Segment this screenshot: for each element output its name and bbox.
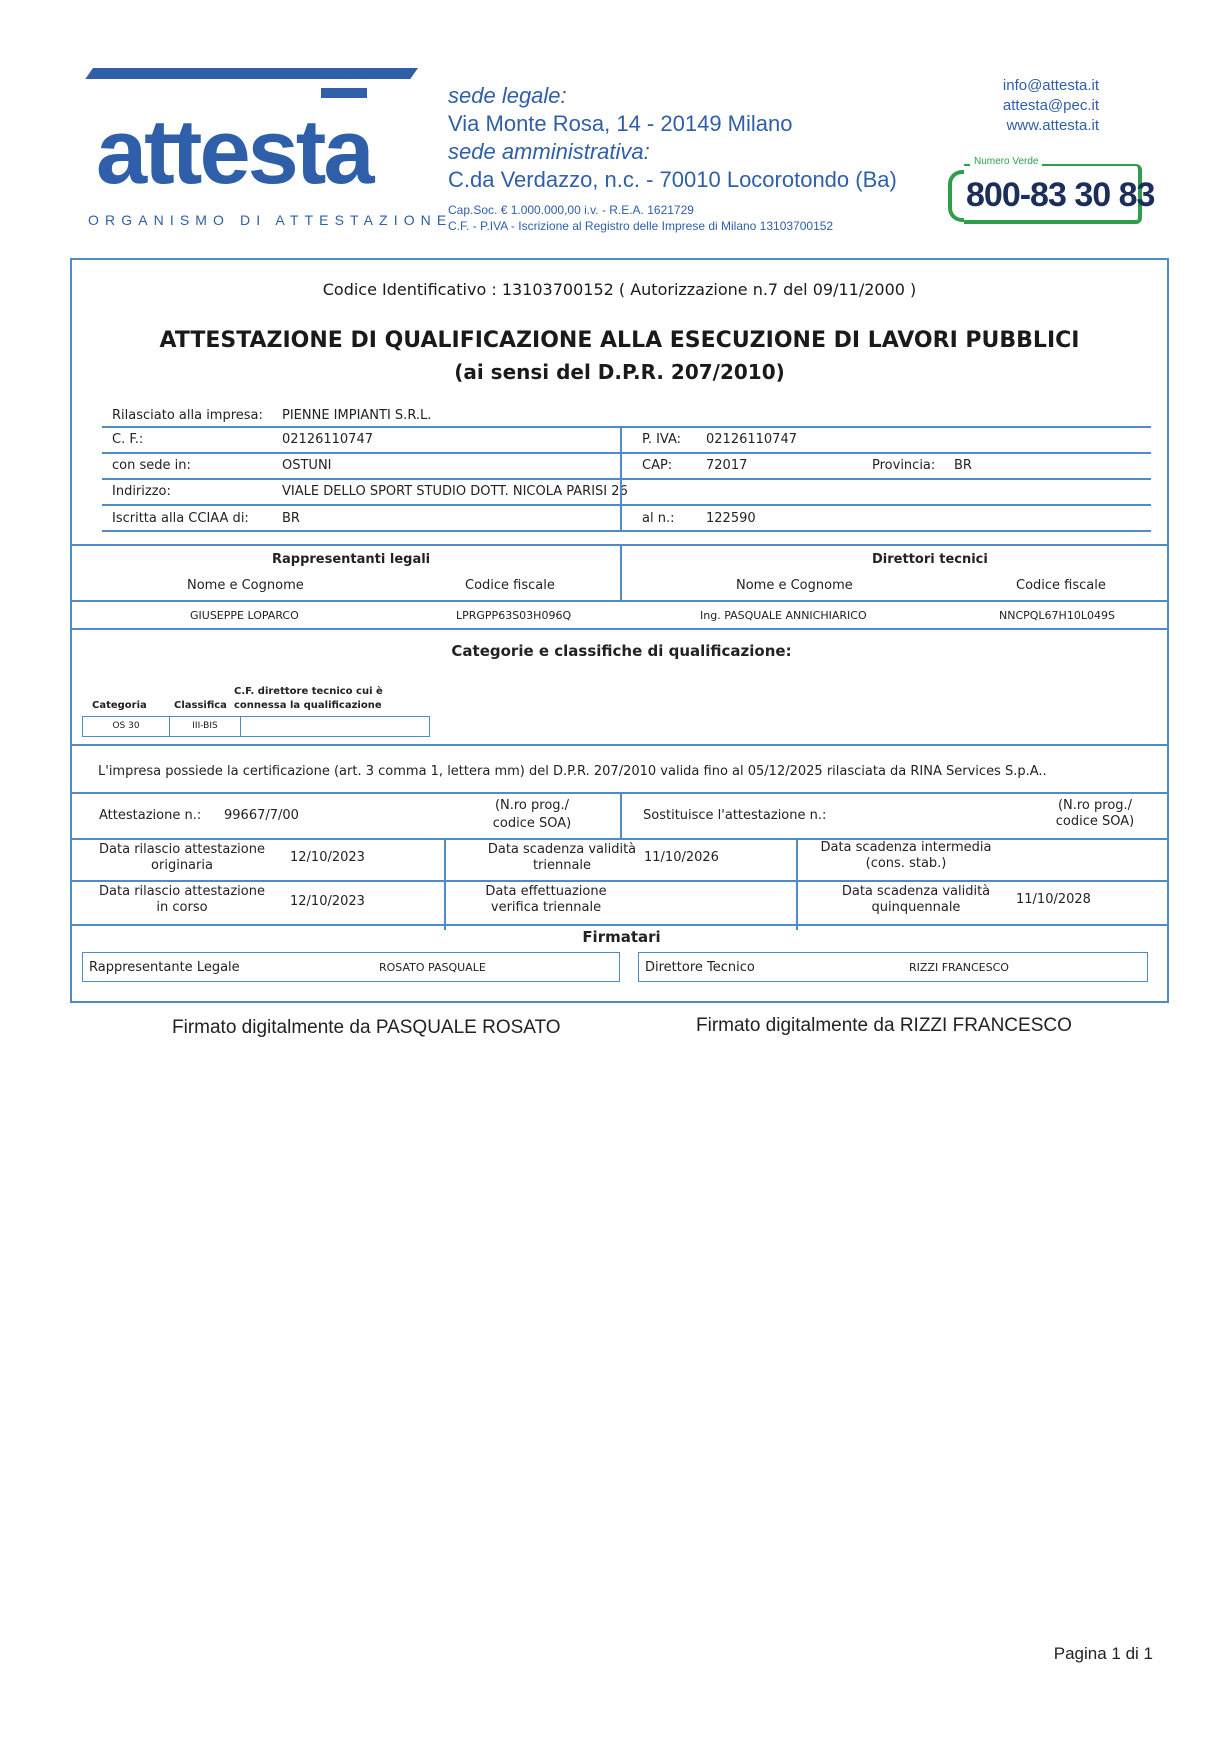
firmatari-heading: Firmatari <box>582 928 661 946</box>
scad-trien-date: 11/10/2026 <box>644 850 719 865</box>
numero-verde-number: 800-83 30 83 <box>966 176 1155 214</box>
document-title: ATTESTAZIONE DI QUALIFICAZIONE ALLA ESECUZIONE DI LAVORI PUBBLICI <box>159 328 1080 353</box>
rl-name: ROSATO PASQUALE <box>379 961 486 974</box>
rilascio-orig-b: originaria <box>151 858 213 873</box>
piva-value: 02126110747 <box>706 432 797 447</box>
cf-direttore-col-line2: connessa la qualificazione <box>234 700 382 711</box>
logo-swoosh <box>85 68 418 79</box>
indirizzo-value: VIALE DELLO SPORT STUDIO DOTT. NICOLA PARISI 26 <box>282 484 628 499</box>
sede-amm-label: sede amministrativa: <box>448 139 650 164</box>
cf-direttore-cell <box>240 716 430 737</box>
cf-value: 02126110747 <box>282 432 373 447</box>
sede-amm: C.da Verdazzo, n.c. - 70010 Locorotondo (Ba) <box>448 167 897 192</box>
logo-wordmark: attesta <box>96 101 372 203</box>
tech-directors-header: Direttori tecnici <box>872 552 988 567</box>
verifica-b: verifica triennale <box>490 900 602 915</box>
rl-label: Rappresentante Legale <box>89 960 240 975</box>
cciaa-label: Iscritta alla CCIAA di: <box>112 511 249 526</box>
nprog1-b: codice SOA) <box>492 816 572 831</box>
legal-name-col: Nome e Cognome <box>187 578 304 593</box>
certification-text: L'impresa possiede la certificazione (art. 3 comma 1, lettera mm) del D.P.R. 207/2010 valida fino al 05/12/2025 rilasciata da RINA Services S.p.A.. <box>98 764 1047 779</box>
tech-dir-name: Ing. PASQUALE ANNICHIARICO <box>700 609 867 622</box>
rilascio-corso-a: Data rilascio attestazione <box>99 884 265 899</box>
logo-subtitle: ORGANISMO DI ATTESTAZIONE <box>88 212 453 228</box>
numero-verde-label: Numero Verde <box>970 156 1042 167</box>
contact-info <box>1003 76 1099 136</box>
rilasciato-label: Rilasciato alla impresa: <box>112 408 263 423</box>
sede-label: con sede in: <box>112 458 191 473</box>
rilascio-corso-b: in corso <box>156 900 208 915</box>
scad-int-a: Data scadenza intermedia <box>820 840 992 855</box>
numero-verde-badge <box>948 152 1155 228</box>
legal-rep-name: GIUSEPPE LOPARCO <box>190 609 299 622</box>
company-addresses <box>448 82 897 234</box>
sede-value: OSTUNI <box>282 458 332 473</box>
provincia-label: Provincia: <box>872 458 936 473</box>
sede-legale-label: sede legale: <box>448 83 567 108</box>
classifica-cell: III-BIS <box>169 716 241 737</box>
categoria-cell: OS 30 <box>82 716 170 737</box>
indirizzo-label: Indirizzo: <box>112 484 171 499</box>
al-n-value: 122590 <box>706 511 756 526</box>
scad-trien-b: triennale <box>532 858 592 873</box>
phone-bracket-icon <box>948 170 964 222</box>
cciaa-value: BR <box>282 511 300 526</box>
email-pec[interactable]: attesta@pec.it <box>1002 97 1099 114</box>
cf-direttore-col-line1: C.F. direttore tecnico cui è <box>234 686 383 697</box>
tech-dir-cf: NNCPQL67H10L049S <box>999 609 1115 622</box>
legal-cf-col: Codice fiscale <box>465 578 555 593</box>
piva-label: P. IVA: <box>642 432 682 447</box>
attesta-logo <box>88 62 453 234</box>
cf-piva-line: C.F. - P.IVA - Iscrizione al Registro delle Imprese di Milano 13103700152 <box>448 219 834 233</box>
digital-signature-1: Firmato digitalmente da PASQUALE ROSATO <box>172 1017 561 1038</box>
cap-value: 72017 <box>706 458 748 473</box>
scad-quin-a: Data scadenza validità <box>841 884 991 899</box>
rilasciato-value: PIENNE IMPIANTI S.R.L. <box>282 408 432 423</box>
attestazione-num: 99667/7/00 <box>224 808 299 823</box>
firmatario-rl-box <box>82 952 620 982</box>
legal-rep-cf: LPRGPP63S03H096Q <box>456 609 572 622</box>
cap-label: CAP: <box>642 458 673 473</box>
categoria-col: Categoria <box>92 700 147 711</box>
email-info[interactable]: info@attesta.it <box>1002 77 1099 94</box>
al-n-label: al n.: <box>642 511 675 526</box>
codice-identificativo: Codice Identificativo : 13103700152 ( Autorizzazione n.7 del 09/11/2000 ) <box>322 280 917 299</box>
website-link[interactable]: www.attesta.it <box>1006 117 1099 134</box>
document-subtitle: (ai sensi del D.P.R. 207/2010) <box>454 360 785 384</box>
categories-heading: Categorie e classifiche di qualificazione: <box>451 642 792 660</box>
cf-label: C. F.: <box>112 432 144 447</box>
rilascio-corso-date: 12/10/2023 <box>290 894 365 909</box>
rilascio-orig-a: Data rilascio attestazione <box>99 842 265 857</box>
scad-trien-a: Data scadenza validità <box>487 842 637 857</box>
page-number: Pagina 1 di 1 <box>1053 1644 1153 1663</box>
scad-int-b: (cons. stab.) <box>865 856 947 871</box>
nprog1-a: (N.ro prog./ <box>494 798 570 813</box>
attestation-frame <box>70 258 1169 1003</box>
rilascio-orig-date: 12/10/2023 <box>290 850 365 865</box>
classifica-col: Classifica <box>174 700 227 711</box>
logo-t-bar <box>321 88 367 98</box>
nprog2-a: (N.ro prog./ <box>1057 798 1133 813</box>
nprog2-b: codice SOA) <box>1055 814 1135 829</box>
attestazione-num-label: Attestazione n.: <box>99 808 202 823</box>
verifica-a: Data effettuazione <box>485 884 607 899</box>
scad-quin-b: quinquennale <box>871 900 961 915</box>
digital-signature-2: Firmato digitalmente da RIZZI FRANCESCO <box>696 1015 1072 1036</box>
tech-name-col: Nome e Cognome <box>736 578 853 593</box>
provincia-value: BR <box>954 458 972 473</box>
tech-cf-col: Codice fiscale <box>1016 578 1106 593</box>
legal-reps-header: Rappresentanti legali <box>272 552 431 567</box>
dt-label: Direttore Tecnico <box>645 960 755 975</box>
scad-quin-date: 11/10/2028 <box>1016 892 1091 907</box>
firmatario-dt-box <box>638 952 1148 982</box>
dt-name: RIZZI FRANCESCO <box>909 961 1009 974</box>
sede-legale: Via Monte Rosa, 14 - 20149 Milano <box>448 111 793 136</box>
sostituisce-label: Sostituisce l'attestazione n.: <box>643 808 827 823</box>
capital-line: Cap.Soc. € 1.000.000,00 i.v. - R.E.A. 1621729 <box>448 203 694 217</box>
